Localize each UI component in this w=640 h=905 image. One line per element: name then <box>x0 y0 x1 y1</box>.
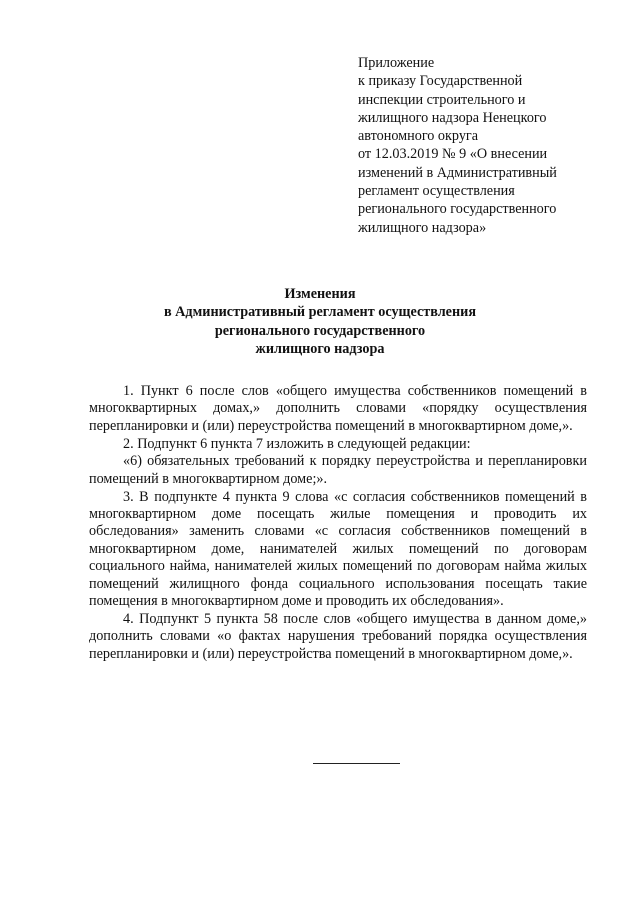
title-line: регионального государственного <box>214 322 426 339</box>
appendix-line: инспекции строительного и <box>358 91 526 108</box>
appendix-header <box>358 54 598 237</box>
appendix-line: Приложение <box>358 55 435 71</box>
appendix-line: к приказу Государственной <box>358 73 523 90</box>
closing-rule <box>313 763 400 764</box>
title-line: в Административный регламент осуществления <box>163 304 477 321</box>
document-body <box>89 383 587 663</box>
paragraph-2: 2. Подпункт 6 пункта 7 изложить в следующей редакции: <box>123 435 471 452</box>
appendix-line: автономного округа <box>358 128 479 145</box>
paragraph-2-quote: «6) обязательных требований к порядку переустройства и перепланировки помещений в многоквартирном доме;». <box>89 453 587 487</box>
paragraph-4: 4. Подпункт 5 пункта 58 после слов «общего имущества в данном доме,» дополнить словами «о фактах нарушения требований порядка осуществления перепланировки и (или) переустройства помещений в многоквартирном доме,». <box>89 610 587 662</box>
document-title <box>100 285 540 359</box>
appendix-line: регионального государственного <box>358 201 557 218</box>
title-line: Изменения <box>284 286 356 302</box>
paragraph-3: 3. В подпункте 4 пункта 9 слова «с согласия собственников помещений в многоквартирном доме посещать жилые помещения и проводить их обследования» заменить словами «с согласия собственников помещений в многоквартирном доме, нанимателей жилых помещений по договорам социального найма, нанимателей жилых помещений по договорам найма жилых помещений жилищного фонда социального использования посещать такие помещения в многоквартирном доме и проводить их обследования». <box>89 488 587 610</box>
appendix-line: изменений в Административный <box>358 164 557 181</box>
title-line: жилищного надзора <box>255 341 385 358</box>
appendix-line: жилищного надзора Ненецкого <box>358 109 547 126</box>
paragraph-1: 1. Пункт 6 после слов «общего имущества собственников помещений в многоквартирных домах,» дополнить словами «порядку осуществления перепланировки и (или) переустройства помещений в многоквартирном доме,». <box>89 383 587 434</box>
appendix-line: от 12.03.2019 № 9 «О внесении <box>358 146 548 163</box>
appendix-line: жилищного надзора» <box>358 219 487 236</box>
appendix-line: регламент осуществления <box>358 183 515 200</box>
